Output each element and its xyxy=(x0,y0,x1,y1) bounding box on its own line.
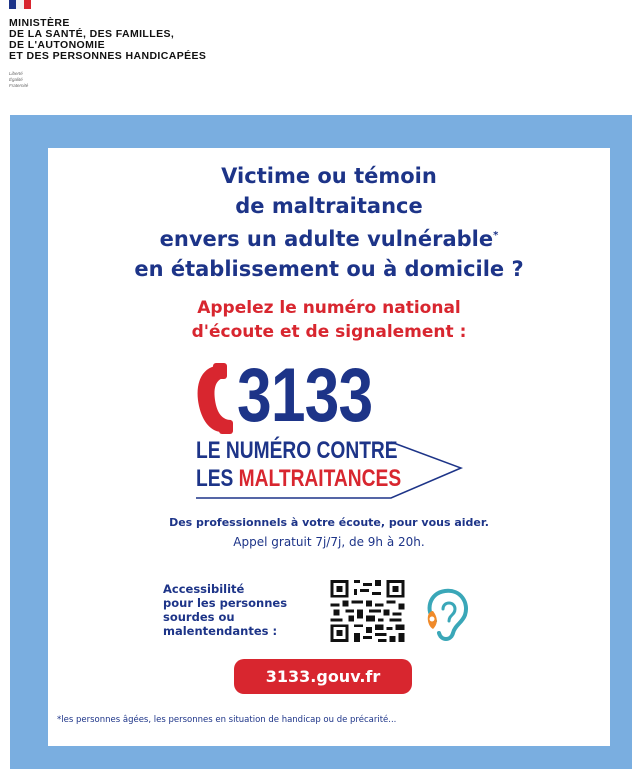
ministry-line: ET DES PERSONNES HANDICAPÉES xyxy=(9,50,207,62)
accessibility-line: sourdes ou xyxy=(163,610,235,624)
ministry-name xyxy=(9,18,206,62)
phone-earpiece xyxy=(213,363,227,379)
republic-motto xyxy=(9,71,28,89)
qr-code-icon[interactable] xyxy=(330,580,405,642)
headline-line-text: envers un adulte vulnérable xyxy=(159,227,494,251)
accessibility-line: pour les personnes xyxy=(163,596,288,610)
phone-mouthpiece xyxy=(219,420,233,434)
tagline-line1: LE NUMÉRO CONTRE xyxy=(196,437,398,464)
motto-line: Liberté xyxy=(9,71,23,76)
accessibility-line: Accessibilité xyxy=(163,582,245,596)
subhead xyxy=(48,296,610,344)
motto-line: Fraternité xyxy=(9,83,29,88)
headline-line: Victime ou témoin xyxy=(221,164,437,188)
republic-flag-logo xyxy=(9,0,31,9)
poster-card xyxy=(48,148,610,746)
hotline-logo xyxy=(191,353,471,503)
accessibility-label xyxy=(163,582,287,638)
headline-line xyxy=(48,221,610,254)
motto-line: Égalité xyxy=(9,77,23,82)
ministry-line: DE L'AUTONOMIE xyxy=(9,39,105,51)
ear-hearing-icon xyxy=(421,585,471,643)
footnote-asterisk: * xyxy=(493,230,499,241)
footnote: *les personnes âgées, les personnes en situation de handicap ou de précarité... xyxy=(57,715,397,725)
hotline-number: 3133 xyxy=(237,353,373,438)
tagline-line2 xyxy=(196,466,401,492)
website-link-button[interactable]: 3133.gouv.fr xyxy=(234,659,412,694)
accessibility-line: malentendantes : xyxy=(163,624,278,638)
headline-line: de maltraitance xyxy=(235,194,423,218)
tagline-part: LES xyxy=(196,465,239,492)
headline-line: en établissement ou à domicile ? xyxy=(134,257,524,281)
subhead-line: Appelez le numéro national xyxy=(197,298,461,318)
professionals-text: Des professionnels à votre écoute, pour vous aider. xyxy=(169,516,489,529)
ministry-line: DE LA SANTÉ, DES FAMILLES, xyxy=(9,28,175,40)
headline xyxy=(48,161,610,284)
tagline-highlight: MALTRAITANCES xyxy=(238,465,402,492)
header xyxy=(0,0,642,112)
subhead-line: d'écoute et de signalement : xyxy=(191,322,467,342)
ministry-line: MINISTÈRE xyxy=(9,17,70,29)
hours-text: Appel gratuit 7j/7j, de 9h à 20h. xyxy=(233,535,425,549)
